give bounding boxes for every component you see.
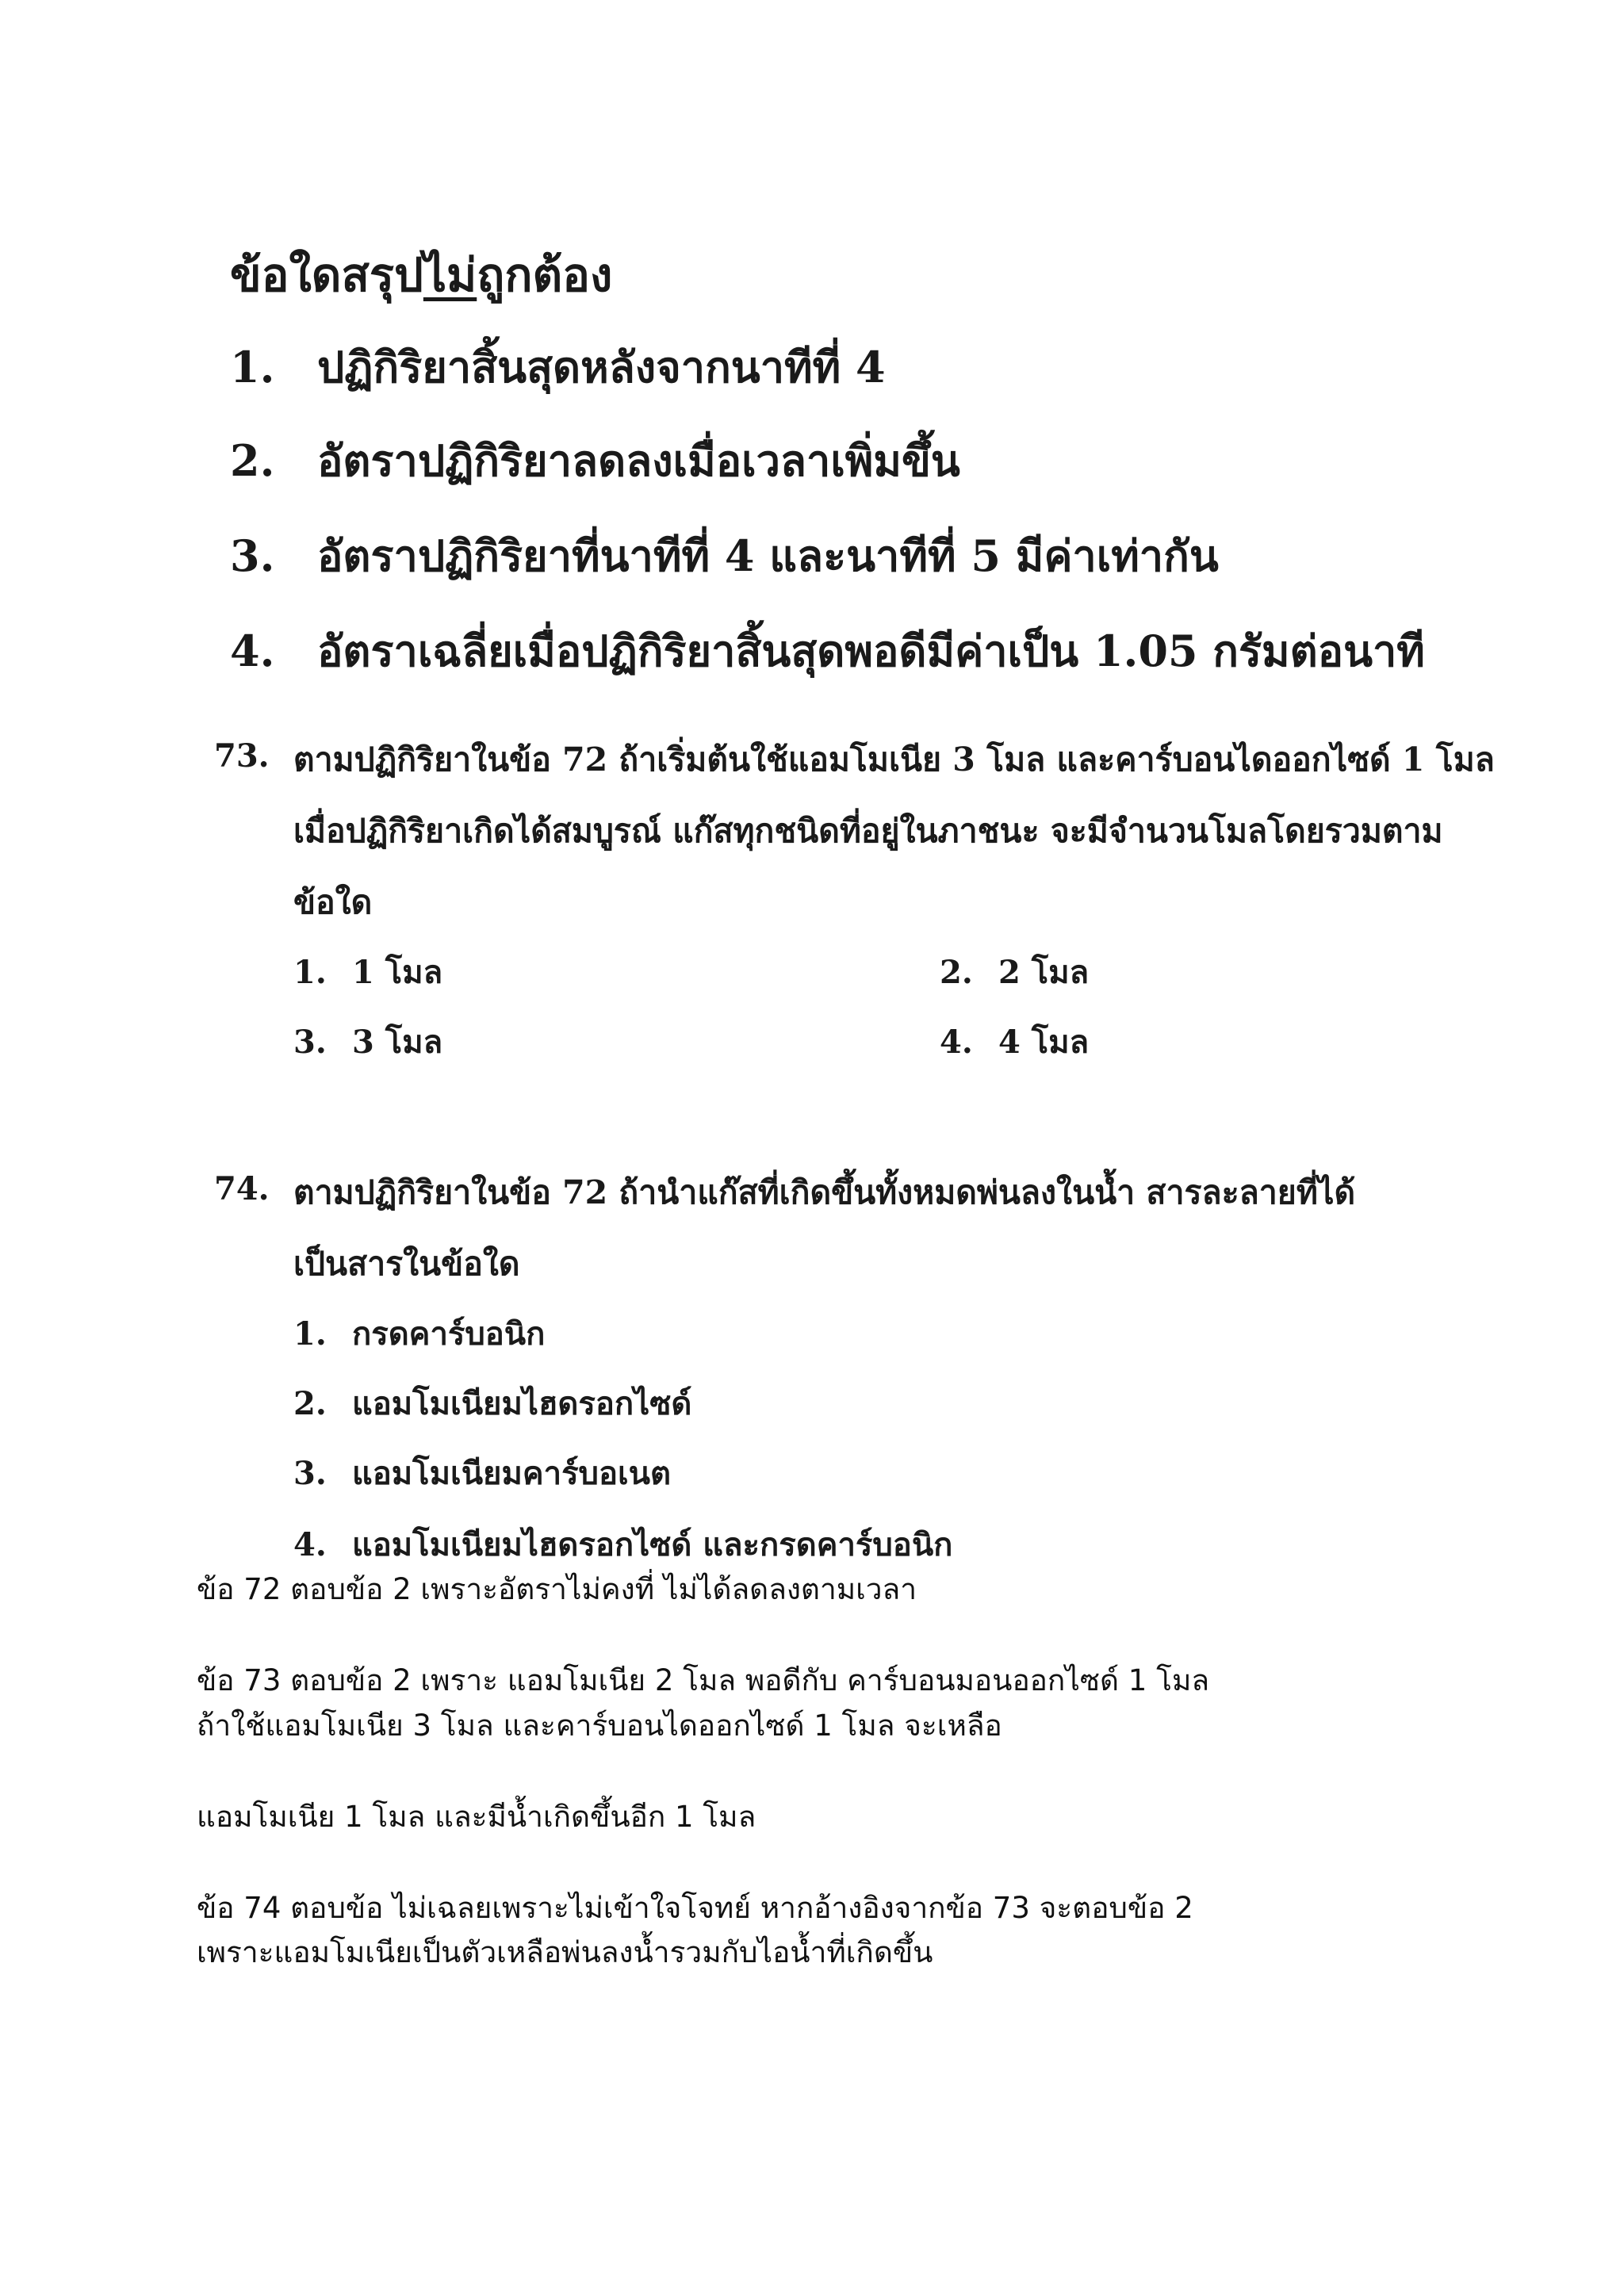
q74-line-1: ตามปฏิกิริยาในข้อ 72 ถ้านำแก๊สที่เกิดขึ้นทั้งหมดพ่นลงในน้ำ สารละลายที่ได้: [293, 1173, 1356, 1211]
scanned-exam-image: [206, 222, 1495, 1570]
q74-option-4: [293, 1519, 952, 1570]
q72-option-1: [230, 333, 886, 401]
q73-line-1: ตามปฏิกิริยาในข้อ 72 ถ้าเริ่มต้นใช้แอมโมเนีย 3 โมล และคาร์บอนไดออกไซด์ 1 โมล: [293, 740, 1495, 779]
q72-option-3: [230, 522, 1219, 590]
q73-option-4: [940, 1016, 1089, 1067]
answer-line-3: ถ้าใช้แอมโมเนีย 3 โมล และคาร์บอนไดออกไซด์ 1 โมล จะเหลือ: [197, 1709, 1002, 1743]
q72-heading: [230, 238, 612, 312]
q73-option-4-text: 4 โมล: [998, 1024, 1090, 1061]
q73-option-1-num: 1.: [293, 954, 327, 991]
q74-option-2-text: แอมโมเนียมไฮดรอกไซด์: [352, 1385, 692, 1422]
q74-option-2-num: 2.: [293, 1385, 327, 1422]
q73-option-3: [293, 1016, 442, 1067]
q73-option-1: [293, 947, 442, 997]
answer-line-1: ข้อ 72 ตอบข้อ 2 เพราะอัตราไม่คงที่ ไม่ได้ลดลงตามเวลา: [197, 1572, 917, 1606]
q74-number: 74.: [214, 1170, 270, 1207]
q72-option-4-text: อัตราเฉลี่ยเมื่อปฏิกิริยาสิ้นสุดพอดีมีค่าเป็น 1.05 กรัมต่อนาที: [317, 626, 1425, 676]
q72-heading-pre: ข้อใดสรุป: [230, 248, 423, 302]
q72-option-2-text: อัตราปฏิกิริยาลดลงเมื่อเวลาเพิ่มขึ้น: [317, 435, 960, 486]
q72-heading-underlined: ไม่: [423, 248, 477, 302]
answer-line-2: ข้อ 73 ตอบข้อ 2 เพราะ แอมโมเนีย 2 โมล พอดีกับ คาร์บอนมอนออกไซด์ 1 โมล: [197, 1663, 1210, 1697]
q73-option-2-text: 2 โมล: [998, 954, 1090, 991]
q73-option-2: [940, 947, 1089, 997]
q72-option-4-num: 4.: [230, 626, 275, 676]
q73-option-3-text: 3 โมล: [352, 1024, 443, 1061]
q74-option-4-text: แอมโมเนียมไฮดรอกไซด์ และกรดคาร์บอนิก: [352, 1526, 953, 1563]
q74-option-1-text: กรดคาร์บอนิก: [352, 1315, 546, 1353]
q72-option-2: [230, 427, 960, 495]
answer-line-4: แอมโมเนีย 1 โมล และมีน้ำเกิดขึ้นอีก 1 โมล: [197, 1800, 756, 1834]
q73-line-2: เมื่อปฏิกิริยาเกิดได้สมบูรณ์ แก๊สทุกชนิดที่อยู่ในภาชนะ จะมีจำนวนโมลโดยรวมตาม: [293, 812, 1443, 850]
q74-option-1-num: 1.: [293, 1315, 327, 1353]
answer-line-6: เพราะแอมโมเนียเป็นตัวเหลือพ่นลงน้ำรวมกับไอน้ำที่เกิดขึ้น: [197, 1935, 933, 1969]
q72-option-1-text: ปฏิกิริยาสิ้นสุดหลังจากนาทีที่ 4: [317, 342, 886, 392]
q72-option-3-text: อัตราปฏิกิริยาที่นาทีที่ 4 และนาทีที่ 5 มีค่าเท่ากัน: [317, 530, 1219, 581]
q73-option-2-num: 2.: [940, 954, 973, 991]
q72-option-4: [230, 617, 1425, 685]
q72-option-3-num: 3.: [230, 530, 275, 581]
q74-option-3-num: 3.: [293, 1455, 327, 1492]
q73-option-4-num: 4.: [940, 1024, 973, 1061]
q74-line-2: เป็นสารในข้อใด: [293, 1245, 520, 1283]
q72-option-2-num: 2.: [230, 435, 275, 486]
q74-option-4-num: 4.: [293, 1526, 327, 1563]
q74-option-3-text: แอมโมเนียมคาร์บอเนต: [352, 1455, 671, 1492]
q73-line-3: ข้อใด: [293, 883, 373, 921]
q74-option-3: [293, 1448, 671, 1498]
q72-heading-post: ถูกต้อง: [477, 248, 613, 302]
answer-line-5: ข้อ 74 ตอบข้อ ไม่เฉลยเพราะไม่เข้าใจโจทย์ หากอ้างอิงจากข้อ 73 จะตอบข้อ 2: [197, 1891, 1193, 1925]
q74-option-2: [293, 1378, 691, 1429]
q73-option-1-text: 1 โมล: [352, 954, 443, 991]
q73-option-3-num: 3.: [293, 1024, 327, 1061]
q73-number: 73.: [214, 737, 270, 775]
q74-option-1: [293, 1308, 545, 1359]
q72-option-1-num: 1.: [230, 342, 275, 392]
